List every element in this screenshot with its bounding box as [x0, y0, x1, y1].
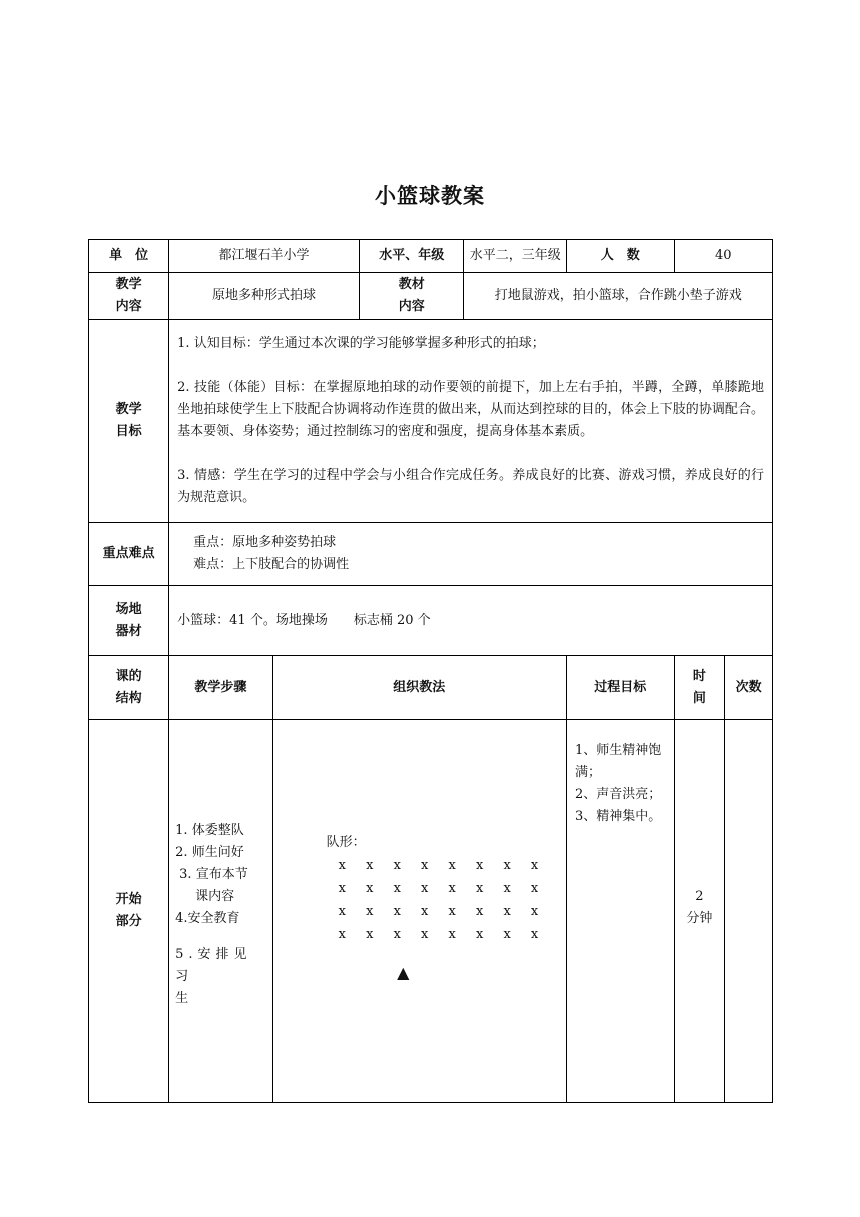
goals-text [169, 320, 773, 523]
keypoints-label: 重点难点 [89, 523, 169, 586]
step-item: 生 [175, 991, 189, 1006]
content-value: 原地多种形式拍球 [169, 273, 360, 320]
formation-diagram [272, 720, 566, 1103]
time-header: 时 间 [674, 656, 725, 720]
key-point: 重点：原地多种姿势拍球 [193, 535, 337, 550]
content-row [89, 273, 773, 320]
lesson-plan-table [88, 239, 773, 1103]
people-label: 人 数 [566, 240, 674, 273]
start-count [725, 720, 773, 1103]
venue-row [89, 586, 773, 656]
unit-label: 单 位 [89, 240, 169, 273]
content-label: 教学 内容 [89, 273, 169, 320]
step-item: 4.安全教育 [175, 911, 240, 926]
venue-value: 小篮球：41 个。场地操场 标志桶 20 个 [169, 586, 773, 656]
step-item: 课内容 [195, 889, 235, 904]
level-value: 水平二，三年级 [464, 240, 566, 273]
unit-value: 都江堰石羊小学 [169, 240, 360, 273]
teacher-triangle-icon: ▲ [397, 963, 410, 982]
level-label: 水平、年级 [359, 240, 464, 273]
people-value: 40 [674, 240, 773, 273]
page-title: 小篮球教案 [375, 184, 485, 208]
venue-label: 场地 器材 [89, 586, 169, 656]
keypoints-text [169, 523, 773, 586]
start-section-label: 开始 部分 [89, 720, 169, 1103]
keypoints-row [89, 523, 773, 586]
start-time: 2 分钟 [674, 720, 725, 1103]
goal-item: 1. 认知目标：学生通过本次课的学习能够掌握多种形式的拍球； [177, 336, 545, 351]
goal-item: 2. 技能（体能）目标：在掌握原地拍球的动作要领的前提下，加上左右手拍，半蹲，全蹲，单膝跪地坐地拍球使学生上下肢配合协调将动作连贯的做出来，从而达到控球的目的，体会上下肢的协调配合。 基本要领、身体姿势；通过控制练习的密度和强度，提高身体基本素质。 [177, 380, 764, 439]
formation-label: 队形： [326, 835, 366, 850]
process-goal-header: 过程目标 [566, 656, 674, 720]
count-header: 次数 [725, 656, 773, 720]
structure-header: 课的 结构 [89, 656, 169, 720]
goals-row [89, 320, 773, 523]
structure-header-row [89, 656, 773, 720]
formation-row: x x x x x x x x [338, 881, 547, 896]
step-item: 1. 体委整队 [175, 823, 244, 838]
formation-row: x x x x x x x x [338, 858, 547, 873]
start-section-row [89, 720, 773, 1103]
steps-header: 教学步骤 [169, 656, 273, 720]
formation-row: x x x x x x x x [338, 927, 547, 942]
method-header: 组织教法 [272, 656, 566, 720]
step-item: 3. 宣布本节 [179, 867, 248, 882]
process-goal-item: 3、精神集中。 [574, 809, 662, 824]
formation-row: x x x x x x x x [338, 904, 547, 919]
unit-row [89, 240, 773, 273]
goal-item: 3. 情感：学生在学习的过程中学会与小组合作完成任务。养成良好的比赛、游戏习惯，养成良好的行为规范意识。 [177, 468, 764, 505]
start-steps [169, 720, 273, 1103]
goals-label: 教学 目标 [89, 320, 169, 523]
material-label: 教材 内容 [359, 273, 464, 320]
material-value: 打地鼠游戏，拍小篮球，合作跳小垫子游戏 [464, 273, 773, 320]
process-goals [566, 720, 674, 1103]
step-item: 2. 师生问好 [175, 845, 244, 860]
step-item: 5.安排见习 [175, 947, 252, 984]
process-goal-item: 2、声音洪亮； [574, 787, 662, 802]
difficulty-point: 难点：上下肢配合的协调性 [193, 557, 350, 572]
process-goal-item: 1、师生精神饱满； [574, 743, 662, 780]
